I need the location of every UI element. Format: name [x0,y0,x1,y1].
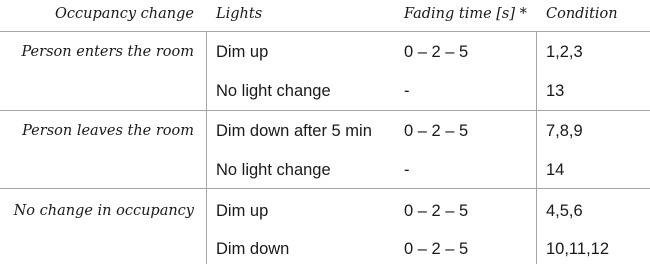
lights-cell: Dim down [216,240,290,258]
table-row [0,72,650,110]
group-divider [0,110,650,111]
header-lights: Lights [216,6,263,22]
lights-cell: Dim down after 5 min [216,122,372,140]
table-row [0,33,650,71]
header-occupancy-change: Occupancy change [55,6,194,22]
header-condition: Condition [546,6,618,22]
table-row [0,192,650,230]
condition-cell: 4,5,6 [546,202,583,220]
table-row [0,112,650,150]
header-divider [0,31,650,32]
lights-cell: No light change [216,82,331,100]
fading-cell: 0 – 2 – 5 [404,240,469,258]
table-row [0,151,650,189]
condition-cell: 7,8,9 [546,122,583,140]
lights-cell: Dim up [216,202,269,220]
fading-cell: 0 – 2 – 5 [404,43,469,61]
lights-cell: Dim up [216,43,269,61]
occupancy-label: Person enters the room [21,44,194,60]
lights-cell: No light change [216,161,331,179]
occupancy-label: Person leaves the room [22,123,194,139]
condition-cell: 14 [546,161,565,179]
condition-cell: 1,2,3 [546,43,583,61]
table-row [0,230,650,268]
fading-cell: - [404,82,410,100]
occupancy-label: No change in occupancy [13,203,194,219]
fading-cell: 0 – 2 – 5 [404,122,469,140]
table-header-row [0,0,650,33]
fading-cell: - [404,161,410,179]
fading-cell: 0 – 2 – 5 [404,202,469,220]
condition-cell: 10,11,12 [546,240,610,258]
header-fading-time: Fading time [s] * [404,6,527,22]
condition-cell: 13 [546,82,565,100]
